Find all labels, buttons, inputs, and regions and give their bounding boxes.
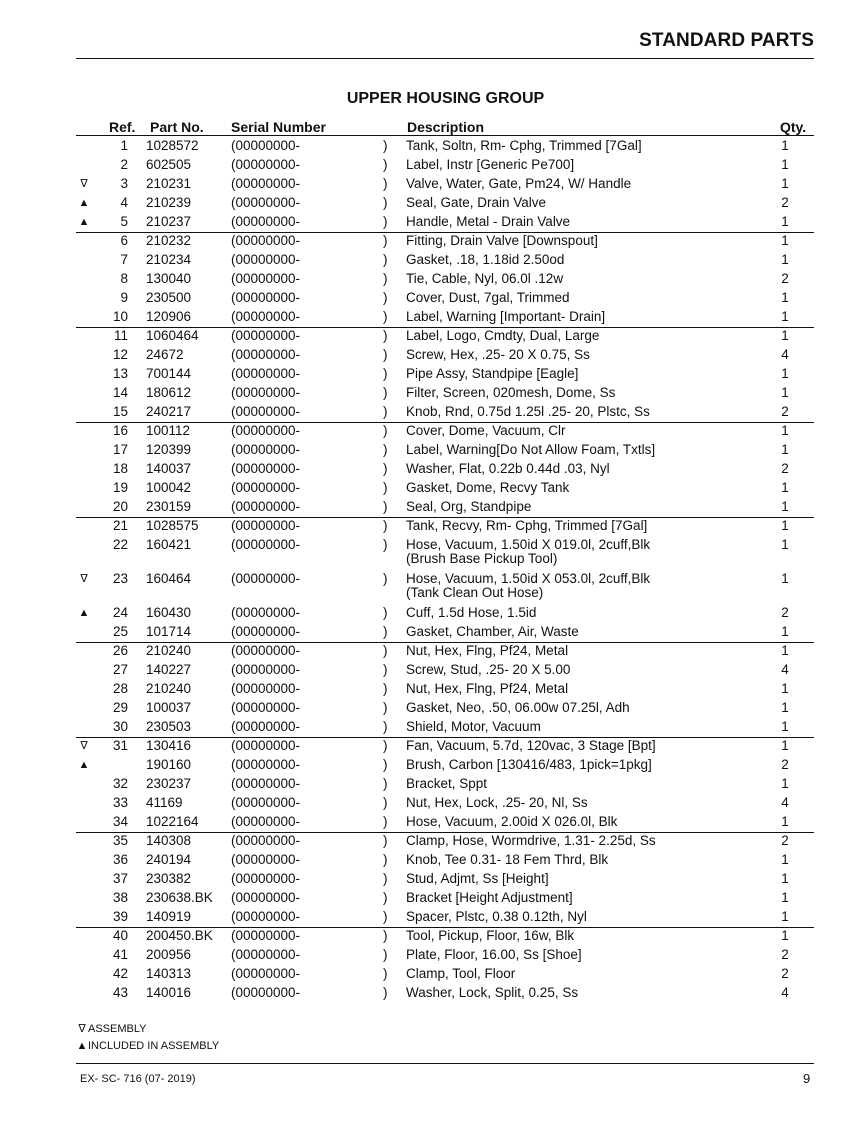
row-description: Hose, Vacuum, 1.50id X 053.0l, 2cuff,Blk <box>406 571 651 586</box>
row-part-no: 140313 <box>146 966 192 981</box>
row-ref: 22 <box>112 537 128 552</box>
row-serial-number: (00000000- <box>231 271 301 286</box>
row-description: Nut, Hex, Flng, Pf24, Metal <box>406 643 569 658</box>
row-description: Label, Warning[Do Not Allow Foam, Txtls] <box>406 442 656 457</box>
row-serial-close: ) <box>383 681 388 696</box>
row-ref: 20 <box>112 499 128 514</box>
row-ref: 43 <box>112 985 128 1000</box>
row-marker-icon: ▲ <box>78 759 90 771</box>
row-part-no: 210232 <box>146 233 192 248</box>
row-ref: 4 <box>120 195 128 210</box>
row-serial-number: (00000000- <box>231 347 301 362</box>
row-description: Clamp, Tool, Floor <box>406 966 516 981</box>
row-serial-close: ) <box>383 423 388 438</box>
row-serial-number: (00000000- <box>231 366 301 381</box>
row-serial-number: (00000000- <box>231 833 301 848</box>
row-marker-icon: ▲ <box>78 216 90 228</box>
row-ref: 27 <box>112 662 128 677</box>
row-qty: 1 <box>781 176 789 191</box>
row-part-no: 200956 <box>146 947 192 962</box>
row-part-no: 160464 <box>146 571 192 586</box>
row-part-no: 230500 <box>146 290 192 305</box>
row-part-no: 210237 <box>146 214 192 229</box>
row-serial-number: (00000000- <box>231 328 301 343</box>
row-serial-number: (00000000- <box>231 662 301 677</box>
row-description: Screw, Hex, .25- 20 X 0.75, Ss <box>406 347 590 362</box>
row-serial-number: (00000000- <box>231 480 301 495</box>
row-serial-number: (00000000- <box>231 214 301 229</box>
row-serial-close: ) <box>383 890 388 905</box>
row-qty: 1 <box>781 385 789 400</box>
row-description: Knob, Tee 0.31- 18 Fem Thrd, Blk <box>406 852 609 867</box>
row-serial-number: (00000000- <box>231 138 301 153</box>
row-qty: 2 <box>781 195 789 210</box>
row-serial-close: ) <box>383 537 388 552</box>
row-qty: 1 <box>781 643 789 658</box>
row-serial-close: ) <box>383 662 388 677</box>
row-part-no: 101714 <box>146 624 192 639</box>
row-serial-close: ) <box>383 214 388 229</box>
row-qty: 1 <box>781 309 789 324</box>
row-qty: 2 <box>781 947 789 962</box>
row-qty: 1 <box>781 252 789 267</box>
row-ref: 32 <box>112 776 128 791</box>
row-description: Label, Instr [Generic Pe700] <box>406 157 575 172</box>
row-serial-number: (00000000- <box>231 643 301 658</box>
row-qty: 1 <box>781 423 789 438</box>
row-serial-close: ) <box>383 195 388 210</box>
row-part-no: 210231 <box>146 176 192 191</box>
row-serial-close: ) <box>383 776 388 791</box>
column-header-ref: Ref. <box>109 119 136 135</box>
row-description: Tie, Cable, Nyl, 06.0l .12w <box>406 271 564 286</box>
row-description: Nut, Hex, Lock, .25- 20, Nl, Ss <box>406 795 588 810</box>
row-serial-number: (00000000- <box>231 176 301 191</box>
row-part-no: 602505 <box>146 157 192 172</box>
row-serial-close: ) <box>383 852 388 867</box>
row-qty: 1 <box>781 624 789 639</box>
row-ref: 21 <box>112 518 128 533</box>
row-serial-number: (00000000- <box>231 309 301 324</box>
row-part-no: 700144 <box>146 366 192 381</box>
row-serial-number: (00000000- <box>231 157 301 172</box>
row-serial-close: ) <box>383 928 388 943</box>
row-serial-number: (00000000- <box>231 404 301 419</box>
row-part-no: 1060464 <box>146 328 199 343</box>
row-serial-number: (00000000- <box>231 605 301 620</box>
row-part-no: 140037 <box>146 461 192 476</box>
row-marker-icon: ∇ <box>80 178 88 190</box>
row-ref: 37 <box>112 871 128 886</box>
row-description: Screw, Stud, .25- 20 X 5.00 <box>406 662 571 677</box>
legend-assembly-text: ASSEMBLY <box>88 1023 147 1035</box>
row-serial-close: ) <box>383 138 388 153</box>
row-ref: 40 <box>112 928 128 943</box>
row-part-no: 210239 <box>146 195 192 210</box>
document-code: EX- SC- 716 (07- 2019) <box>80 1073 196 1085</box>
row-qty: 2 <box>781 404 789 419</box>
row-qty: 2 <box>781 833 789 848</box>
row-serial-close: ) <box>383 518 388 533</box>
row-ref: 34 <box>112 814 128 829</box>
row-part-no: 130416 <box>146 738 192 753</box>
row-serial-number: (00000000- <box>231 571 301 586</box>
row-part-no: 210240 <box>146 643 192 658</box>
row-serial-number: (00000000- <box>231 423 301 438</box>
row-part-no: 1022164 <box>146 814 199 829</box>
row-serial-number: (00000000- <box>231 290 301 305</box>
row-part-no: 230237 <box>146 776 192 791</box>
row-description: Cover, Dust, 7gal, Trimmed <box>406 290 570 305</box>
row-part-no: 100112 <box>146 423 191 438</box>
header-divider <box>76 58 814 59</box>
row-ref: 9 <box>120 290 128 305</box>
row-ref: 3 <box>120 176 128 191</box>
row-part-no: 230638.BK <box>146 890 213 905</box>
row-ref: 19 <box>112 480 128 495</box>
row-description: Filter, Screen, 020mesh, Dome, Ss <box>406 385 616 400</box>
row-part-no: 120399 <box>146 442 192 457</box>
row-ref: 14 <box>112 385 128 400</box>
legend-included-in-assembly <box>76 1040 219 1052</box>
row-ref: 33 <box>112 795 128 810</box>
row-serial-number: (00000000- <box>231 738 301 753</box>
column-header-serial-number: Serial Number <box>231 119 326 135</box>
row-description: Knob, Rnd, 0.75d 1.25l .25- 20, Plstc, Ss <box>406 404 650 419</box>
row-part-no: 160421 <box>146 537 192 552</box>
row-serial-number: (00000000- <box>231 947 301 962</box>
row-part-no: 210234 <box>146 252 192 267</box>
row-qty: 4 <box>781 347 789 362</box>
row-serial-number: (00000000- <box>231 871 301 886</box>
row-description: Brush, Carbon [130416/483, 1pick=1pkg] <box>406 757 652 772</box>
row-serial-close: ) <box>383 176 388 191</box>
row-serial-close: ) <box>383 461 388 476</box>
row-serial-close: ) <box>383 571 388 586</box>
row-part-no: 230382 <box>146 871 192 886</box>
row-serial-close: ) <box>383 738 388 753</box>
row-qty: 1 <box>781 290 789 305</box>
row-marker-icon: ▲ <box>78 607 90 619</box>
row-description: Gasket, Chamber, Air, Waste <box>406 624 579 639</box>
row-ref: 7 <box>120 252 128 267</box>
row-qty: 1 <box>781 852 789 867</box>
row-serial-number: (00000000- <box>231 461 301 476</box>
page-header-title: STANDARD PARTS <box>639 30 814 51</box>
row-serial-number: (00000000- <box>231 757 301 772</box>
row-serial-close: ) <box>383 290 388 305</box>
row-description: Stud, Adjmt, Ss [Height] <box>406 871 549 886</box>
row-serial-number: (00000000- <box>231 852 301 867</box>
row-ref: 15 <box>112 404 128 419</box>
row-serial-close: ) <box>383 757 388 772</box>
row-description: Pipe Assy, Standpipe [Eagle] <box>406 366 579 381</box>
row-ref: 25 <box>112 624 128 639</box>
row-description: Label, Logo, Cmdty, Dual, Large <box>406 328 600 343</box>
row-serial-number: (00000000- <box>231 776 301 791</box>
row-serial-close: ) <box>383 605 388 620</box>
row-serial-number: (00000000- <box>231 890 301 905</box>
row-ref: 35 <box>112 833 128 848</box>
row-part-no: 140308 <box>146 833 192 848</box>
row-description: Gasket, Neo, .50, 06.00w 07.25l, Adh <box>406 700 630 715</box>
row-description: Nut, Hex, Flng, Pf24, Metal <box>406 681 569 696</box>
row-part-no: 130040 <box>146 271 192 286</box>
row-ref: 10 <box>112 309 128 324</box>
row-description-note: (Brush Base Pickup Tool) <box>406 551 558 566</box>
row-serial-number: (00000000- <box>231 195 301 210</box>
row-part-no: 24672 <box>146 347 184 362</box>
row-qty: 2 <box>781 605 789 620</box>
row-ref: 39 <box>112 909 128 924</box>
row-qty: 1 <box>781 681 789 696</box>
row-serial-close: ) <box>383 719 388 734</box>
row-qty: 1 <box>781 233 789 248</box>
row-ref: 6 <box>120 233 128 248</box>
row-qty: 4 <box>781 985 789 1000</box>
legend-assembly <box>76 1022 147 1035</box>
row-ref: 11 <box>113 328 128 343</box>
row-qty: 1 <box>781 442 789 457</box>
row-qty: 4 <box>781 795 789 810</box>
row-qty: 1 <box>781 537 789 552</box>
row-serial-close: ) <box>383 252 388 267</box>
row-serial-close: ) <box>383 966 388 981</box>
footer-divider <box>76 1063 814 1064</box>
row-description: Seal, Gate, Drain Valve <box>406 195 547 210</box>
row-qty: 1 <box>781 928 789 943</box>
row-serial-number: (00000000- <box>231 795 301 810</box>
row-serial-number: (00000000- <box>231 719 301 734</box>
row-part-no: 210240 <box>146 681 192 696</box>
table-header-divider <box>76 135 814 136</box>
column-header-qty: Qty. <box>780 119 807 135</box>
row-ref: 18 <box>112 461 128 476</box>
row-serial-number: (00000000- <box>231 681 301 696</box>
row-ref: 17 <box>112 442 128 457</box>
row-qty: 1 <box>781 157 789 172</box>
row-serial-number: (00000000- <box>231 700 301 715</box>
row-ref: 26 <box>112 643 128 658</box>
row-ref: 8 <box>120 271 128 286</box>
assembly-symbol-icon: ∇ <box>78 1023 86 1035</box>
row-part-no: 230159 <box>146 499 192 514</box>
row-part-no: 180612 <box>146 385 192 400</box>
row-serial-close: ) <box>383 233 388 248</box>
row-ref: 1 <box>120 138 128 153</box>
row-description: Fitting, Drain Valve [Downspout] <box>406 233 598 248</box>
row-ref: 42 <box>112 966 128 981</box>
row-qty: 1 <box>781 700 789 715</box>
row-qty: 1 <box>781 480 789 495</box>
row-serial-close: ) <box>383 700 388 715</box>
row-serial-number: (00000000- <box>231 814 301 829</box>
row-serial-close: ) <box>383 814 388 829</box>
row-part-no: 140919 <box>146 909 192 924</box>
row-description: Washer, Lock, Split, 0.25, Ss <box>406 985 579 1000</box>
row-ref: 31 <box>112 738 128 753</box>
row-part-no: 190160 <box>146 757 192 772</box>
row-serial-close: ) <box>383 309 388 324</box>
row-serial-close: ) <box>383 499 388 514</box>
page-number: 9 <box>803 1071 811 1086</box>
row-description: Tank, Soltn, Rm- Cphg, Trimmed [7Gal] <box>406 138 642 153</box>
row-part-no: 160430 <box>146 605 192 620</box>
row-part-no: 240217 <box>146 404 192 419</box>
row-description: Plate, Floor, 16.00, Ss [Shoe] <box>406 947 582 962</box>
row-serial-close: ) <box>383 385 388 400</box>
row-marker-icon: ∇ <box>80 740 88 752</box>
row-serial-number: (00000000- <box>231 966 301 981</box>
row-serial-number: (00000000- <box>231 442 301 457</box>
row-part-no: 41169 <box>146 795 183 810</box>
row-serial-number: (00000000- <box>231 233 301 248</box>
row-serial-close: ) <box>383 480 388 495</box>
row-description: Cover, Dome, Vacuum, Clr <box>406 423 566 438</box>
row-qty: 2 <box>781 757 789 772</box>
row-ref: 28 <box>112 681 128 696</box>
row-serial-close: ) <box>383 871 388 886</box>
row-qty: 1 <box>781 328 789 343</box>
row-serial-close: ) <box>383 833 388 848</box>
row-qty: 1 <box>781 909 789 924</box>
row-description: Seal, Org, Standpipe <box>406 499 532 514</box>
row-serial-close: ) <box>383 795 388 810</box>
row-qty: 1 <box>781 214 789 229</box>
row-part-no: 240194 <box>146 852 192 867</box>
row-ref: 2 <box>120 157 128 172</box>
row-description: Gasket, Dome, Recvy Tank <box>406 480 570 495</box>
row-ref: 36 <box>112 852 128 867</box>
row-part-no: 100042 <box>146 480 192 495</box>
row-qty: 1 <box>781 776 789 791</box>
row-qty: 2 <box>781 461 789 476</box>
row-marker-icon: ▲ <box>78 197 90 209</box>
row-qty: 2 <box>781 271 789 286</box>
row-serial-number: (00000000- <box>231 909 301 924</box>
row-serial-number: (00000000- <box>231 624 301 639</box>
row-part-no: 140227 <box>146 662 192 677</box>
row-part-no: 100037 <box>146 700 192 715</box>
row-ref: 38 <box>112 890 128 905</box>
row-part-no: 1028572 <box>146 138 199 153</box>
row-part-no: 120906 <box>146 309 192 324</box>
row-description: Fan, Vacuum, 5.7d, 120vac, 3 Stage [Bpt] <box>406 738 656 753</box>
row-description: Tank, Recvy, Rm- Cphg, Trimmed [7Gal] <box>406 518 648 533</box>
row-description: Bracket, Sppt <box>406 776 488 791</box>
row-description: Label, Warning [Important- Drain] <box>406 309 606 324</box>
row-serial-number: (00000000- <box>231 252 301 267</box>
row-serial-close: ) <box>383 347 388 362</box>
column-header-part-no: Part No. <box>150 119 204 135</box>
row-description: Hose, Vacuum, 1.50id X 019.0l, 2cuff,Blk <box>406 537 651 552</box>
row-description: Cuff, 1.5d Hose, 1.5id <box>406 605 537 620</box>
row-serial-close: ) <box>383 909 388 924</box>
row-serial-number: (00000000- <box>231 537 301 552</box>
row-ref: 24 <box>112 605 128 620</box>
row-ref: 12 <box>112 347 128 362</box>
row-serial-close: ) <box>383 328 388 343</box>
row-ref: 30 <box>112 719 128 734</box>
row-description: Hose, Vacuum, 2.00id X 026.0l, Blk <box>406 814 618 829</box>
row-serial-close: ) <box>383 271 388 286</box>
row-qty: 1 <box>781 518 789 533</box>
row-description: Washer, Flat, 0.22b 0.44d .03, Nyl <box>406 461 610 476</box>
row-qty: 1 <box>781 871 789 886</box>
row-serial-close: ) <box>383 947 388 962</box>
row-qty: 1 <box>781 738 789 753</box>
row-serial-close: ) <box>383 366 388 381</box>
row-part-no: 140016 <box>146 985 192 1000</box>
row-serial-number: (00000000- <box>231 499 301 514</box>
row-description: Shield, Motor, Vacuum <box>406 719 541 734</box>
row-ref: 23 <box>112 571 128 586</box>
row-ref: 5 <box>120 214 128 229</box>
row-serial-number: (00000000- <box>231 928 301 943</box>
row-serial-close: ) <box>383 985 388 1000</box>
row-description: Spacer, Plstc, 0.38 0.12th, Nyl <box>406 909 587 924</box>
row-ref: 16 <box>112 423 128 438</box>
row-description: Bracket [Height Adjustment] <box>406 890 573 905</box>
row-serial-number: (00000000- <box>231 518 301 533</box>
row-qty: 1 <box>781 499 789 514</box>
row-serial-number: (00000000- <box>231 385 301 400</box>
row-serial-close: ) <box>383 157 388 172</box>
section-title: UPPER HOUSING GROUP <box>346 90 545 107</box>
row-serial-close: ) <box>383 442 388 457</box>
row-qty: 1 <box>781 571 789 586</box>
included-symbol-icon: ▲ <box>76 1040 88 1052</box>
row-part-no: 230503 <box>146 719 192 734</box>
row-qty: 1 <box>781 814 789 829</box>
row-qty: 1 <box>781 138 789 153</box>
row-part-no: 1028575 <box>146 518 199 533</box>
row-description-note: (Tank Clean Out Hose) <box>406 585 544 600</box>
row-qty: 1 <box>781 890 789 905</box>
row-serial-close: ) <box>383 643 388 658</box>
row-description: Tool, Pickup, Floor, 16w, Blk <box>406 928 575 943</box>
column-header-description: Description <box>407 119 485 135</box>
row-qty: 2 <box>781 966 789 981</box>
legend-included-text: INCLUDED IN ASSEMBLY <box>88 1040 220 1052</box>
row-marker-icon: ∇ <box>80 573 88 585</box>
row-description: Clamp, Hose, Wormdrive, 1.31- 2.25d, Ss <box>406 833 656 848</box>
row-ref: 13 <box>112 366 128 381</box>
row-description: Gasket, .18, 1.18id 2.50od <box>406 252 565 267</box>
row-qty: 1 <box>781 366 789 381</box>
row-description: Valve, Water, Gate, Pm24, W/ Handle <box>406 176 632 191</box>
row-part-no: 200450.BK <box>146 928 213 943</box>
row-serial-number: (00000000- <box>231 985 301 1000</box>
row-serial-close: ) <box>383 624 388 639</box>
row-description: Handle, Metal - Drain Valve <box>406 214 571 229</box>
row-ref: 29 <box>112 700 128 715</box>
row-ref: 41 <box>112 947 128 962</box>
row-qty: 4 <box>781 662 789 677</box>
row-qty: 1 <box>781 719 789 734</box>
row-serial-close: ) <box>383 404 388 419</box>
